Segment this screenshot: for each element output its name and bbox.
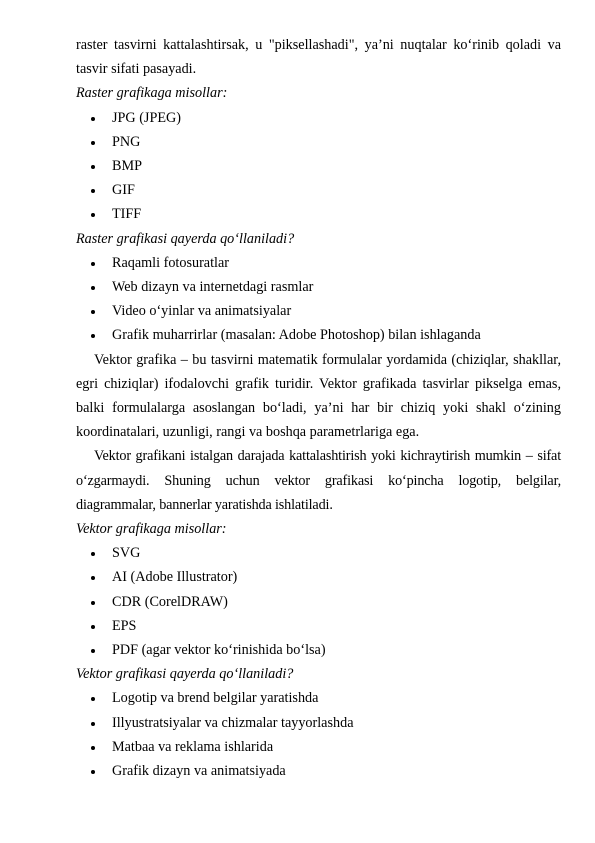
list-item: Grafik dizayn va animatsiyada xyxy=(76,759,561,783)
list-item: PNG xyxy=(76,130,561,154)
list-item: GIF xyxy=(76,178,561,202)
vector-usage-heading: Vektor grafikasi qayerda qo‘llaniladi? xyxy=(76,666,294,683)
vector-definition-paragraph: Vektor grafika – bu tasvirni matematik formulalar yordamida (chiziqlar, shakllar, egri chiziqlar) ifodalovchi grafik turidir. Vektor grafikada tasvirlar pikselga emas, balki formulalarga asoslangan bo‘ladi, ya’ni har bir chiziq yoki shakl o‘zining koordinatalari, uzunligi, rangi va boshqa parametrlariga ega. xyxy=(76,351,561,441)
vector-scaling-paragraph: Vektor grafikani istalgan darajada kattalashtirish yoki kichraytirish mumkin – sifat o‘zgarmaydi. Shuning uchun vektor grafikasi ko‘pincha logotip, belgilar, diagrammalar, bannerlar yaratishda ishlatiladi. xyxy=(76,448,561,513)
list-item: Logotip va brend belgilar yaratishda xyxy=(76,686,561,710)
list-item: EPS xyxy=(76,614,561,638)
list-item: Web dizayn va internetdagi rasmlar xyxy=(76,275,561,299)
raster-examples-list xyxy=(76,106,561,227)
list-item: Matbaa va reklama ishlarida xyxy=(76,735,561,759)
vector-examples-heading: Vektor grafikaga misollar: xyxy=(76,521,227,538)
list-item: Illyustratsiyalar va chizmalar tayyorlashda xyxy=(76,711,561,735)
list-item: JPG (JPEG) xyxy=(76,106,561,130)
raster-examples-heading: Raster grafikaga misollar: xyxy=(76,85,228,102)
list-item: CDR (CorelDRAW) xyxy=(76,590,561,614)
list-item: BMP xyxy=(76,154,561,178)
list-item: Grafik muharrirlar (masalan: Adobe Photoshop) bilan ishlaganda xyxy=(76,323,561,347)
list-item: SVG xyxy=(76,541,561,565)
list-item: TIFF xyxy=(76,202,561,226)
list-item: Video o‘yinlar va animatsiyalar xyxy=(76,299,561,323)
vector-examples-list xyxy=(76,541,561,662)
list-item: PDF (agar vektor ko‘rinishida bo‘lsa) xyxy=(76,638,561,662)
list-item: Raqamli fotosuratlar xyxy=(76,251,561,275)
raster-intro-paragraph: raster tasvirni kattalashtirsak, u "piksellashadi", ya’ni nuqtalar ko‘rinib qoladi va tasvir sifati pasayadi. xyxy=(76,37,561,78)
vector-usage-list xyxy=(76,686,561,783)
document-page xyxy=(76,33,561,783)
raster-usage-heading: Raster grafikasi qayerda qo‘llaniladi? xyxy=(76,230,295,247)
raster-usage-list xyxy=(76,251,561,348)
list-item: AI (Adobe Illustrator) xyxy=(76,565,561,589)
